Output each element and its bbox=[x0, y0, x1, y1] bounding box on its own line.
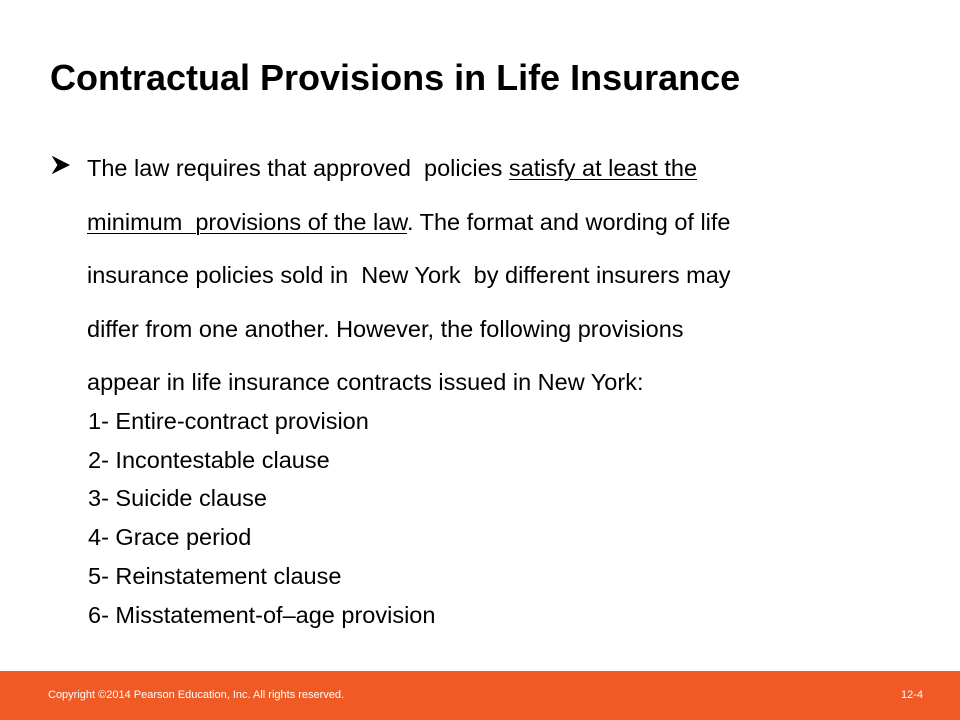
line-1-text: The law requires that approved policies bbox=[87, 155, 509, 181]
bullet-paragraph bbox=[87, 142, 897, 410]
paragraph-line-3: insurance policies sold in New York by different insurers may bbox=[87, 262, 731, 288]
list-item: 3- Suicide clause bbox=[88, 485, 267, 512]
provisions-list bbox=[88, 402, 435, 634]
page-number: 12-4 bbox=[900, 689, 923, 701]
arrowhead-bullet-icon bbox=[52, 156, 70, 174]
paragraph-line-2 bbox=[87, 196, 897, 250]
list-item: 5- Reinstatement clause bbox=[88, 562, 342, 589]
footer-bar bbox=[0, 671, 960, 720]
list-item: 4- Grace period bbox=[88, 524, 252, 551]
paragraph-line-4: differ from one another. However, the following provisions bbox=[87, 315, 684, 342]
underlined-text: minimum provisions of the law bbox=[87, 208, 407, 235]
underlined-text: satisfy at least the bbox=[508, 155, 698, 181]
list-item: 6- Misstatement-of–age provision bbox=[88, 601, 436, 628]
list-item: 2- Incontestable clause bbox=[88, 446, 330, 473]
line-2-text: . The format and wording of life bbox=[406, 208, 731, 235]
copyright-notice: Copyright ©2014 Pearson Education, Inc. All rights reserved. bbox=[48, 689, 345, 701]
paragraph-line-5: appear in life insurance contracts issued in New York: bbox=[87, 369, 644, 395]
list-item: 1- Entire-contract provision bbox=[88, 408, 369, 434]
paragraph-line-1 bbox=[87, 142, 897, 196]
slide-title: Contractual Provisions in Life Insurance bbox=[50, 57, 741, 98]
